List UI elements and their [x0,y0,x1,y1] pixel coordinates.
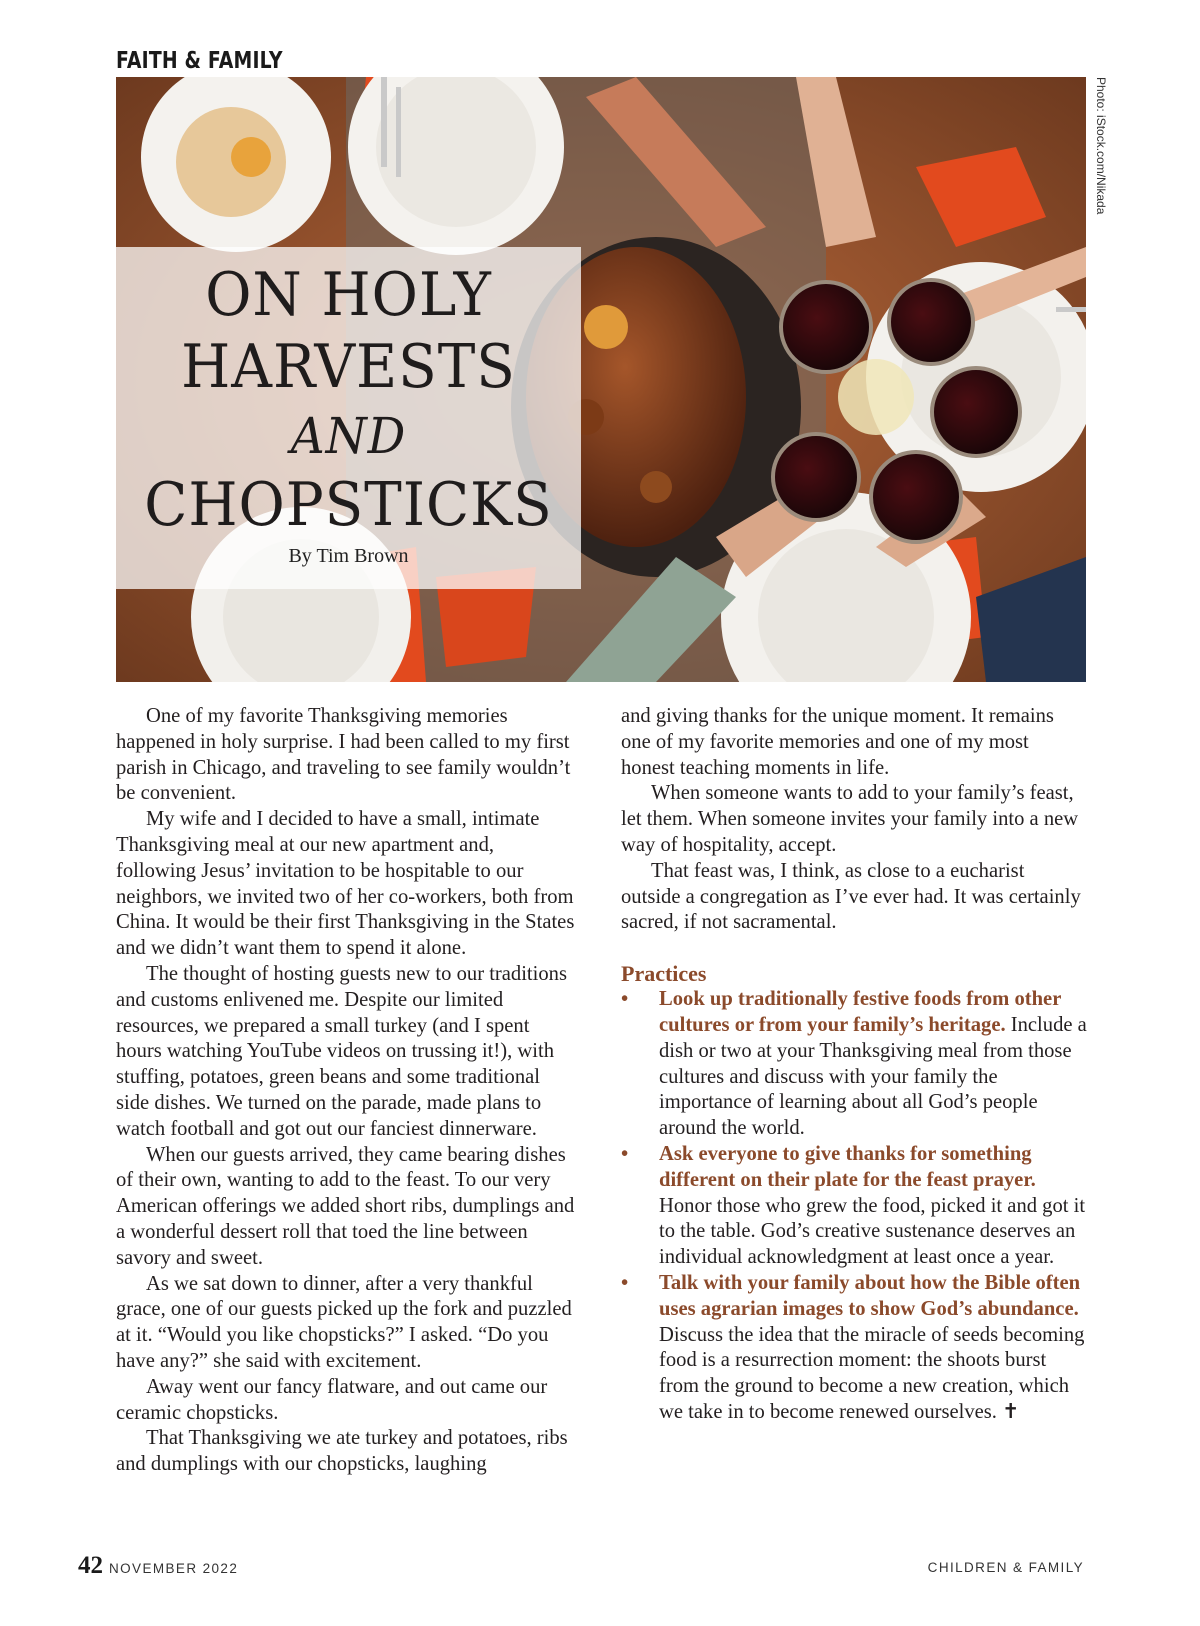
section-label: FAITH & FAMILY [116,48,283,74]
bullet: • [621,1271,629,1294]
paragraph: Away went our fancy flatware, and out came our ceramic chopsticks. [116,1375,548,1424]
paragraph: That Thanksgiving we ate turkey and potatoes, ribs and dumplings with our chopsticks, laughing [116,1427,568,1476]
practice-text: Honor those who grew the food, picked it and got it to the table. God’s creative sustenance deserves an individual acknowledgment at least once a year. [659,1194,1086,1269]
footer-left [78,1552,238,1580]
title-box [116,247,581,589]
article-column-left [116,704,578,1478]
page-number: 42 [78,1552,103,1579]
paragraph: My wife and I decided to have a small, intimate Thanksgiving meal at our new apartment and, following Jesus’ invitation to be hospitable to our neighbors, we invited two of her co-workers, both from China. It would be their first Thanksgiving in the States and we didn’t want them to spend it alone. [116,808,575,960]
bullet: • [621,988,629,1011]
headline-line-4: CHOPSTICKS [144,470,553,540]
paragraph: That feast was, I think, as close to a eucharist outside a congregation as I’ve ever had. It was certainly sacred, if not sacramental. [621,859,1081,934]
headline-line-2: HARVESTS [181,332,516,402]
paragraph: The thought of hosting guests new to our traditions and customs enlivened me. Despite our limited resources, we prepared a small turkey (and I spent hours watching YouTube videos on trussing it!), with stuffing, potatoes, green beans and some traditional side dishes. We turned on the parade, made plans to watch football and got out our fanciest dinnerware. [116,962,567,1140]
practices-heading: Practices [621,961,707,987]
paragraph: As we sat down to dinner, after a very thankful grace, one of our guests picked up the fork and puzzled at it. “Would you like chopsticks?” I asked. “Do you have any?” she said with excitement. [116,1272,572,1372]
practice-text: Discuss the idea that the miracle of seeds becoming food is a resurrection moment: the shoots burst from the ground to become a new creation, which we take in to become renewed ourselves. ✝ [659,1323,1085,1423]
paragraph: One of my favorite Thanksgiving memories happened in holy surprise. I had been called to my first parish in Chicago, and traveling to see family wouldn’t be convenient. [116,705,571,805]
practice-item [621,1142,1087,1271]
headline-line-3: AND [290,407,407,465]
issue-date: NOVEMBER 2022 [109,1561,239,1576]
headline-line-1: ON HOLY [205,260,492,330]
publication-name: CHILDREN & FAMILY [927,1560,1084,1575]
practice-lead: Talk with your family about how the Bible often uses agrarian images to show God’s abundance. [659,1271,1081,1320]
practice-lead: Look up traditionally festive foods from other cultures or from your family’s heritage. [659,988,1061,1036]
article-column-right [621,704,1087,1426]
paragraph: and giving thanks for the unique moment. It remains one of my favorite memories and one of my most honest teaching moments in life. [621,705,1054,779]
bullet: • [621,1142,629,1165]
practice-item [621,987,1087,1142]
photo-credit: Photo: iStock.com/Nikada [1094,77,1108,215]
practice-item [621,1271,1087,1426]
practice-text: Include a dish or two at your Thanksgiving meal from those cultures and discuss with your family the importance of learning about all God’s people around the world. [659,1013,1087,1140]
practice-lead: Ask everyone to give thanks for something different on their plate for the feast prayer. [659,1142,1036,1191]
paragraph: When our guests arrived, they came bearing dishes of their own, wanting to add to the feast. To our very American offerings we added short ribs, dumplings and a wonderful dessert roll that toed the line between savory and sweet. [116,1143,575,1269]
byline: By Tim Brown [288,545,409,567]
paragraph: When someone wants to add to your family’s feast, let them. When someone invites your family into a new way of hospitality, accept. [621,782,1079,856]
